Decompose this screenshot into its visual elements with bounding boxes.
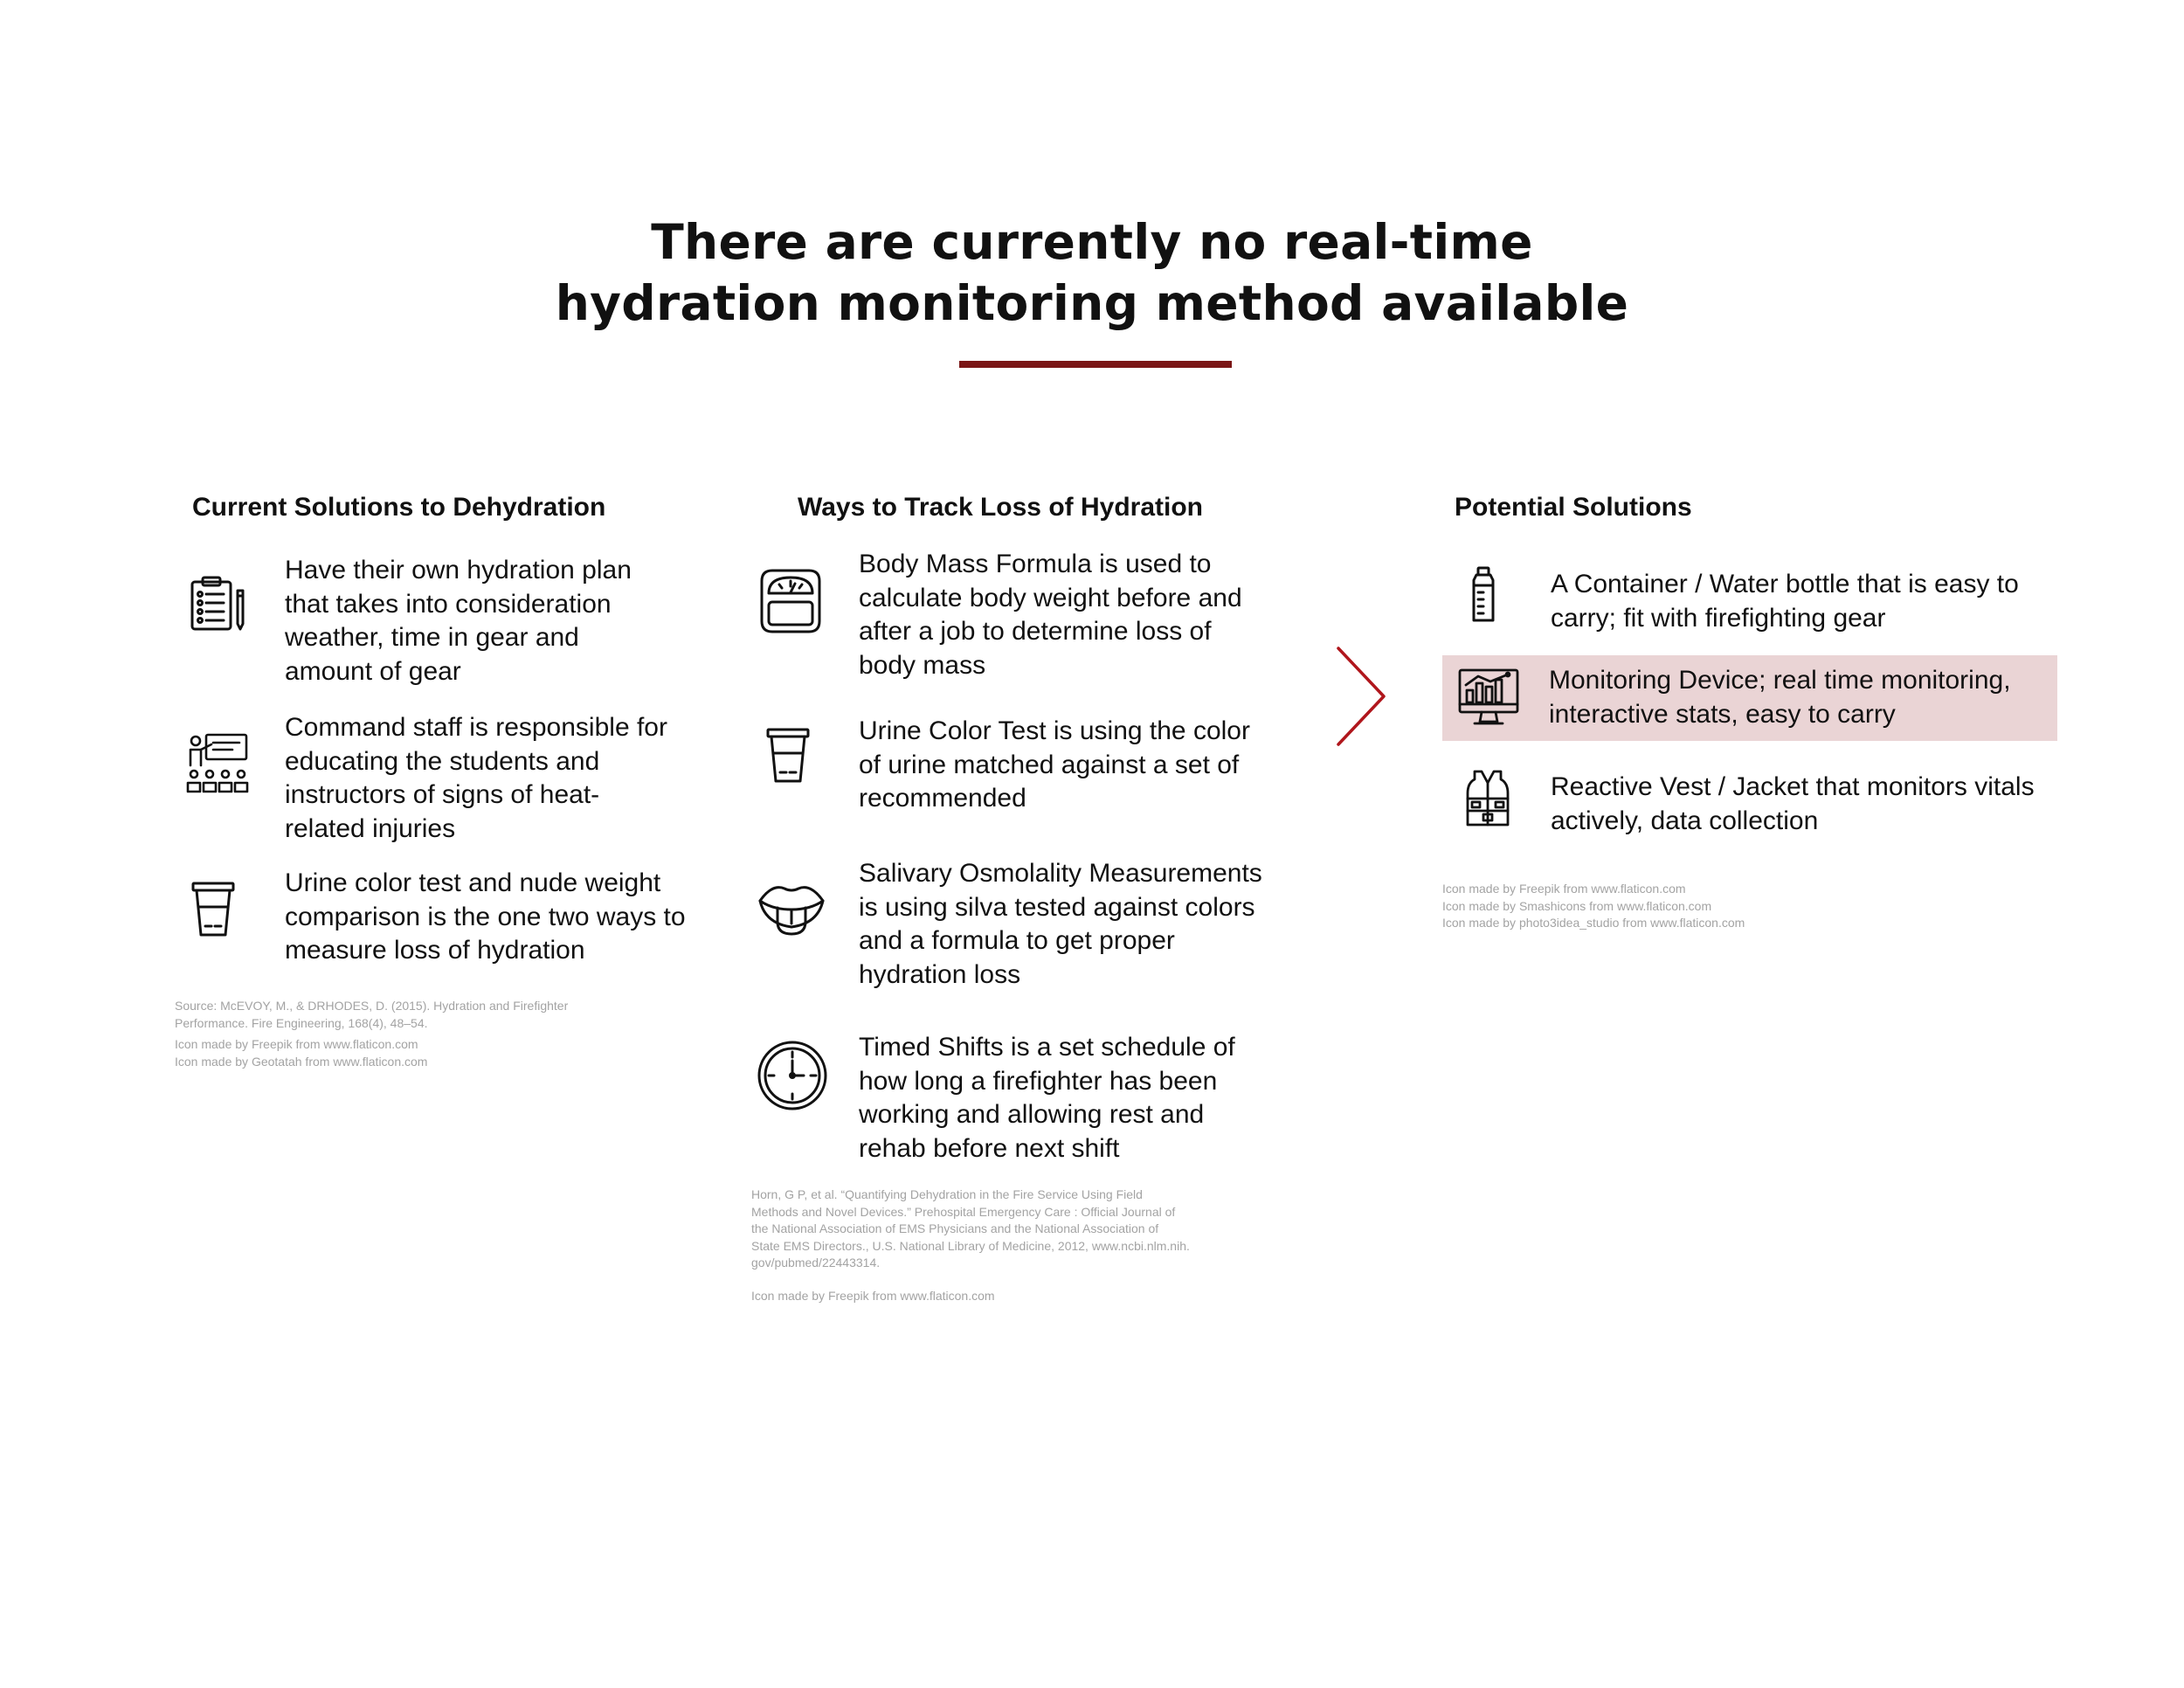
track-method-item [757,857,1281,997]
note-line: Icon made by Smashicons from www.flaticon.com [1442,898,1712,913]
current-solution-item [185,867,692,972]
note-line: Performance. Fire Engineering, 168(4), 48–54. [175,1015,428,1030]
clipboard-checklist-icon [187,573,248,634]
note-line: Icon made by Freepik from www.flaticon.com [175,1037,418,1051]
title-underline [959,361,1232,368]
note-line: Icon made by Freepik from www.flaticon.com [1442,882,1686,896]
note-line: Methods and Novel Devices.” Prehospital Emergency Care : Official Journal of [751,1204,1176,1219]
water-bottle-icon [1469,566,1497,624]
heading-potential-solutions: Potential Solutions [1455,493,1692,522]
chevron-right-icon [1335,645,1387,748]
clock-icon [757,1040,828,1111]
note-line: Icon made by photo3idea_studio from www.flaticon.com [1442,916,1745,930]
mouth-tongue-icon [757,880,826,937]
heading-current-solutions: Current Solutions to Dehydration [192,493,606,522]
track-method-text: Urine Color Test is using the color of urine matched against a set of recommended [859,716,1250,813]
track-method-text: Body Mass Formula is used to calculate body weight before and after a job to determine loss of body mass [859,550,1242,680]
current-solution-text: Urine color test and nude weight comparison is the one two ways to measure loss of hydration [285,868,686,965]
note-line: gov/pubmed/22443314. [751,1256,881,1269]
potential-solution-text: A Container / Water bottle that is easy to carry; fit with firefighting gear [1551,570,2019,633]
vest-icon [1464,769,1511,828]
potential-solution-item [1450,769,2062,847]
classroom-instructor-icon [185,730,251,796]
potential-solution-text: Monitoring Device; real time monitoring, interactive stats, easy to carry [1549,666,2011,729]
cup-icon [190,881,236,938]
cup-icon [765,727,811,785]
page-title [0,211,2184,334]
current-solution-item [185,711,692,851]
heading-ways-to-track: Ways to Track Loss of Hydration [798,493,1203,522]
current-solutions-source-note [175,998,568,1070]
track-method-item [757,548,1281,688]
note-line: Horn, G P, et al. “Quantifying Dehydration in the Fire Service Using Field [751,1187,1143,1201]
current-solution-item [185,554,692,694]
potential-solution-text: Reactive Vest / Jacket that monitors vitals actively, data collection [1551,772,2035,835]
track-method-item [757,715,1281,820]
track-method-text: Timed Shifts is a set schedule of how long a firefighter has been working and allowing rest and rehab before next shift [859,1033,1235,1163]
track-methods-source-note [751,1186,1190,1304]
potential-solution-item [1450,664,2062,743]
page-title-line-1: There are currently no real-time [651,214,1533,270]
track-method-text: Salivary Osmolality Measurements is using silva tested against colors and a formula to get proper hydration loss [859,859,1262,989]
note-line: Icon made by Geotatah from www.flaticon.com [175,1054,428,1069]
note-line: the National Association of EMS Physicians and the National Association of [751,1221,1159,1235]
potential-solutions-source-note [1442,881,1745,932]
current-solution-text: Have their own hydration plan that takes into consideration weather, time in gear and amount of gear [285,556,632,686]
current-solution-text: Command staff is responsible for educating the students and instructors of signs of heat-related injuries [285,713,667,843]
note-line: Source: McEVOY, M., & DRHODES, D. (2015). Hydration and Firefighter [175,999,569,1013]
potential-solution-item [1450,566,2062,645]
page-title-line-2: hydration monitoring method available [555,275,1629,331]
track-method-item [757,1031,1281,1171]
note-line: State EMS Directors., U.S. National Library of Medicine, 2012, www.ncbi.nlm.nih. [751,1238,1190,1253]
weight-scale-icon [758,567,823,635]
monitor-dashboard-icon [1457,668,1520,727]
note-line: Icon made by Freepik from www.flaticon.com [751,1288,995,1303]
